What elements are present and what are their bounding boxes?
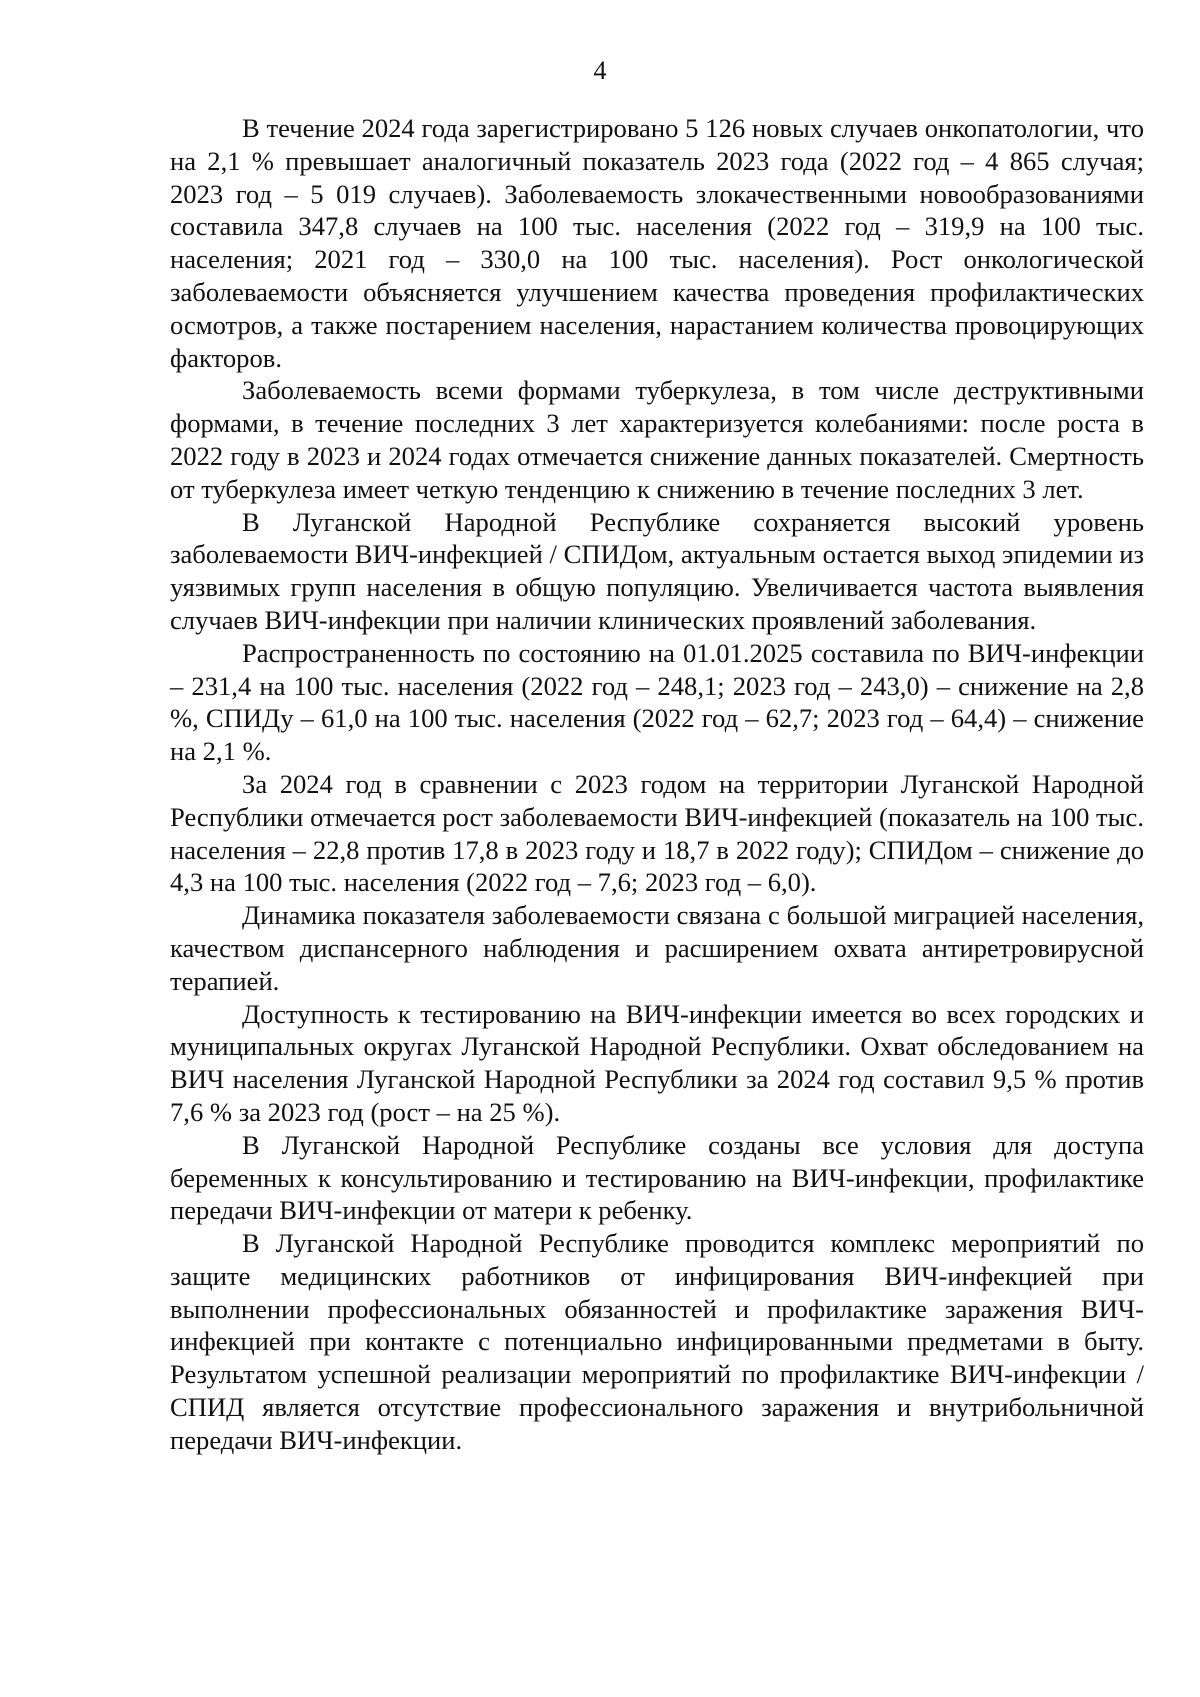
paragraph-hiv-incidence: За 2024 год в сравнении с 2023 годом на территории Луганской Народной Республики отмечается рост заболеваемости ВИЧ-инфекцией (показатель на 100 тыс. населения – 22,8 против 17,8 в 2023 году и 18,7 в 2022 году); СПИДом – снижение до 4,3 на 100 тыс. населения (2022 год – 7,6; 2023 год – 6,0).	[170, 768, 1144, 898]
paragraph-pregnant-women: В Луганской Народной Республике созданы все условия для доступа беременных к консультированию и тестированию на ВИЧ-инфекции, профилактике передачи ВИЧ-инфекции от матери к ребенку.	[170, 1129, 1144, 1226]
paragraph-oncology: В течение 2024 года зарегистрировано 5 126 новых случаев онкопатологии, что на 2,1 % превышает аналогичный показатель 2023 года (2022 год – 4 865 случая; 2023 год – 5 019 случаев). Заболеваемость злокачественными новообразованиями составила 347,8 случаев на 100 тыс. населения (2022 год – 319,9 на 100 тыс. населения; 2021 год – 330,0 на 100 тыс. населения). Рост онкологической заболеваемости объясняется улучшением качества проведения профилактических осмотров, а также постарением населения, нарастанием количества провоцирующих факторов.	[170, 113, 1144, 373]
paragraph-hiv-prevalence: Распространенность по состоянию на 01.01.2025 составила по ВИЧ-инфекции – 231,4 на 100 тыс. населения (2022 год – 248,1; 2023 год – 243,0) – снижение на 2,8 %, СПИДу – 61,0 на 100 тыс. населения (2022 год – 62,7; 2023 год – 64,4) – снижение на 2,1 %.	[170, 637, 1144, 767]
document-body	[170, 112, 1144, 1457]
paragraph-medical-workers: В Луганской Народной Республике проводится комплекс мероприятий по защите медицинских работников от инфицирования ВИЧ-инфекцией при выполнении профессиональных обязанностей и профилактике заражения ВИЧ-инфекцией при контакте с потенциально инфицированными предметами в быту. Результатом успешной реализации мероприятий по профилактике ВИЧ-инфекции / СПИД является отсутствие профессионального заражения и внутрибольничной передачи ВИЧ-инфекции.	[170, 1228, 1144, 1455]
page-number: 4	[593, 56, 607, 85]
paragraph-testing-availability: Доступность к тестированию на ВИЧ-инфекции имеется во всех городских и муниципальных округах Луганской Народной Республики. Охват обследованием на ВИЧ населения Луганской Народной Республики за 2024 год составил 9,5 % против 7,6 % за 2023 год (рост – на 25 %).	[170, 998, 1144, 1127]
paragraph-incidence-dynamics: Динамика показателя заболеваемости связана с большой миграцией населения, качеством диспансерного наблюдения и расширением охвата антиретровирусной терапией.	[170, 900, 1144, 996]
paragraph-tuberculosis: Заболеваемость всеми формами туберкулеза, в том числе деструктивными формами, в течение последних 3 лет характеризуется колебаниями: после роста в 2022 году в 2023 и 2024 годах отмечается снижение данных показателей. Смертность от туберкулеза имеет четкую тенденцию к снижению в течение последних 3 лет.	[170, 375, 1144, 504]
paragraph-hiv-epidemic: В Луганской Народной Республике сохраняется высокий уровень заболеваемости ВИЧ-инфекцией / СПИДом, актуальным остается выход эпидемии из уязвимых групп населения в общую популяцию. Увеличивается частота выявления случаев ВИЧ-инфекции при наличии клинических проявлений заболевания.	[170, 506, 1144, 635]
